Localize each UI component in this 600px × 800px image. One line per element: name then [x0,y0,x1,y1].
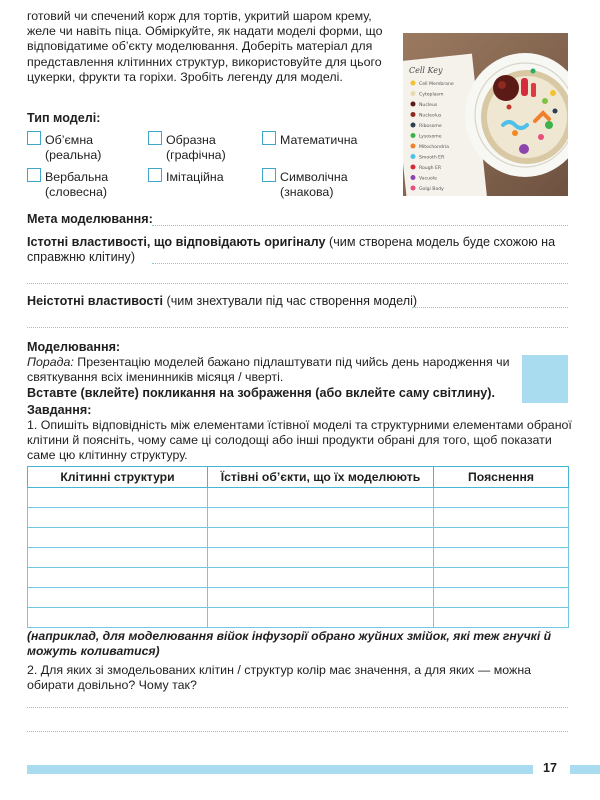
table-cell[interactable] [434,528,569,548]
table-row [28,528,569,548]
option-symbolic-checkbox[interactable] [262,168,276,182]
legend-swatch [411,123,416,128]
col-header-edible-objects: Їстівні об’єкти, що їх моделюють [208,467,434,488]
legend-item-label: Mitochondria [419,145,449,150]
option-symbolic[interactable] [262,170,348,199]
footer-bar-end [570,765,600,774]
option-imitation-checkbox[interactable] [148,168,162,182]
option-imitation[interactable] [148,170,224,185]
table-cell[interactable] [434,608,569,628]
advice-text: Презентацію моделей бажано підлаштувати під чийсь день народження чи святкування всіх іменинників місяця / чверті. [27,355,510,384]
nonessential-answer-line-2[interactable] [27,327,568,328]
option-sublabel: (словесна) [45,184,107,199]
essential-title: Істотні властивості, що відповідають оригіналу [27,235,326,249]
legend-swatch [411,112,416,117]
table-row [28,608,569,628]
option-label: Образна [166,133,216,147]
legend-item-label: Lysosome [419,134,442,140]
table-cell[interactable] [208,548,434,568]
goal-answer-line[interactable] [152,225,568,226]
table-cell[interactable] [28,548,208,568]
table-cell[interactable] [434,488,569,508]
sticker-placeholder[interactable] [522,355,568,403]
table-cell[interactable] [28,528,208,548]
footer-bar [27,765,533,774]
legend-item-label: Smooth ER [419,155,445,161]
goal-title: Мета моделювання: [27,212,153,226]
option-figurative-checkbox[interactable] [148,131,162,145]
legend-item-label: Cytoplasm [419,92,444,98]
option-label: Імітаційна [166,170,224,184]
nonessential-properties [27,294,417,309]
table-example-note: (наприклад, для моделювання війок інфузорії обрано жуйних змійок, які теж гнучкі й можуть коливатися) [27,629,552,658]
option-mathematical[interactable] [262,133,357,148]
insert-photo-instruction: Вставте (вклейте) покликання на зображення (або вклейте саму світлину). [27,386,495,400]
legend-swatch [411,144,416,149]
task-2-text: 2. Для яких зі змодельованих клітин / структур колір має значення, а для яких — можна обирати довільно? Чому так? [27,663,532,692]
legend-item-label: Ribosome [419,124,442,129]
model-types-title: Тип моделі: [27,111,101,125]
table-cell[interactable] [434,548,569,568]
legend-swatch [411,102,416,107]
option-label: Вербальна [45,170,109,184]
col-header-cell-structures: Клітинні структури [28,467,208,488]
table-cell[interactable] [208,528,434,548]
legend-swatch [411,186,416,191]
legend-swatch [411,175,416,180]
nonessential-answer-line-1[interactable] [412,307,568,308]
table-cell[interactable] [28,608,208,628]
table-row [28,588,569,608]
table-row [28,548,569,568]
task-2-answer-line-2[interactable] [27,731,568,732]
nonessential-note: (чим знехтували під час створення моделі) [163,294,418,308]
advice-label: Порада: [27,355,74,369]
option-verbal[interactable] [27,170,108,199]
option-label: Символічна [280,170,348,184]
table-cell[interactable] [208,588,434,608]
table-cell[interactable] [434,588,569,608]
legend-swatch [411,154,416,159]
page-number: 17 [543,761,558,775]
table-cell[interactable] [208,608,434,628]
legend-swatch [411,165,416,170]
option-label: Об’ємна [45,133,94,147]
col-header-explanation: Пояснення [434,467,569,488]
edible-cell-model-photo [403,33,568,196]
table-cell[interactable] [28,568,208,588]
table-cell[interactable] [208,508,434,528]
option-volumetric[interactable] [27,133,101,162]
correspondence-table [27,466,569,628]
option-figurative[interactable] [148,133,226,162]
legend-item-label: Cell Membrane [419,82,454,87]
option-verbal-checkbox[interactable] [27,168,41,182]
nonessential-title: Неістотні властивості [27,294,164,308]
legend-item-label: Nucleus [419,103,438,108]
intro-paragraph: готовий чи спечений корж для тортів, укритий шаром крему, желе чи навіть піца. Обміркуйте, як надати моделі форми, що відповідатиме об’єкту моделювання. Доберіть матеріал для представлення клітинних структур, використовуйте для цього цукерки, фрукти та горіхи. Зробіть легенду для моделі. [27,9,383,84]
option-label: Математична [280,133,358,147]
option-mathematical-checkbox[interactable] [262,131,276,145]
task-1-text: 1. Опишіть відповідність між елементами їстівної моделі та структурними елементами обраної клітини й поясніть, чому саме ці солодощі або інші продукти обрані для того, щоб показати саме цю клітинну структуру. [27,418,572,462]
legend-item-label: Vacuole [419,176,437,182]
option-sublabel: (знакова) [280,184,334,199]
table-header-row [28,467,569,488]
legend-item-label: Golgi Body [419,187,444,192]
legend-swatch [411,81,416,86]
legend-item-label: Nucleolus [419,113,442,119]
modeling-advice [27,355,515,385]
table-cell[interactable] [208,568,434,588]
table-cell[interactable] [434,508,569,528]
legend-title: Cell Key [409,66,443,75]
tasks-title: Завдання: [27,403,92,417]
task-2-answer-line-1[interactable] [27,707,568,708]
legend-swatch [411,91,416,96]
table-cell[interactable] [28,508,208,528]
table-row [28,508,569,528]
legend-item-label: Rough ER [419,166,442,171]
cell-model-illustration [403,33,568,196]
option-sublabel: (реальна) [45,147,102,162]
option-volumetric-checkbox[interactable] [27,131,41,145]
table-cell[interactable] [28,588,208,608]
table-cell[interactable] [28,488,208,508]
table-row [28,568,569,588]
essential-answer-line-2[interactable] [27,283,568,284]
essential-answer-line-1[interactable] [152,263,568,264]
essential-properties [27,235,572,265]
table-cell[interactable] [434,568,569,588]
modeling-title: Моделювання: [27,340,121,354]
table-row [28,488,569,508]
table-cell[interactable] [208,488,434,508]
option-sublabel: (графічна) [166,147,226,162]
essential-note: (чим створена модель буде схожою на справжню клітину) [27,235,556,264]
legend-swatch [411,133,416,138]
